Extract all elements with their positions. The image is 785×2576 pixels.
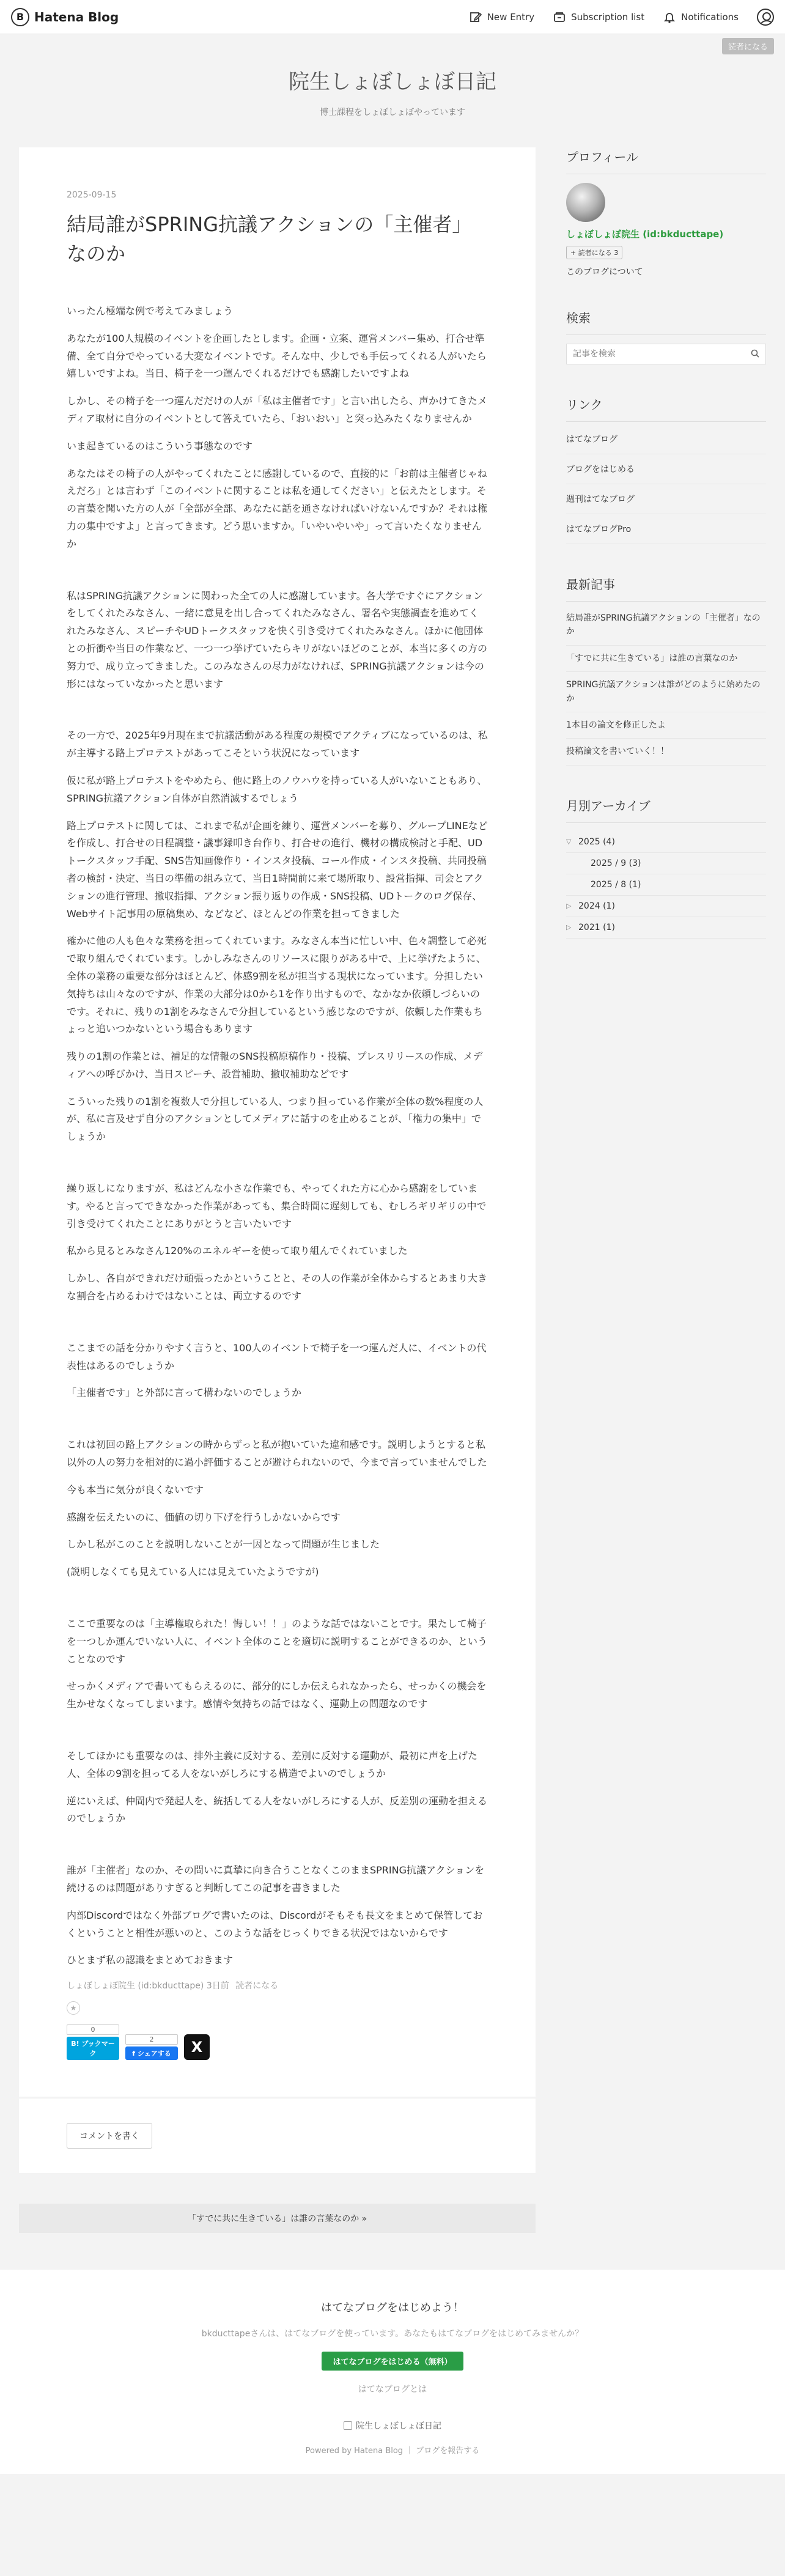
start-blog-button[interactable]: はてなブログをはじめる（無料）	[322, 2352, 463, 2371]
entry-paragraph: 繰り返しになりますが、私はどんな小さな作業でも、やってくれた方に心から感謝をしています。やると言ってできなかった作業があっても、集合時間に遅刻しても、むしろギリギリの中で引き受けてくれたことにありがとうと言いたいです	[67, 1183, 487, 1230]
recent-entry-item[interactable]: 結局誰がSPRING抗議アクションの「主催者」なのか	[566, 610, 766, 646]
profile-name-link[interactable]: しょぼしょぼ院生 (id:bkducttape)	[566, 229, 724, 240]
chevron-right-icon[interactable]: ▷	[566, 923, 572, 932]
blog-description: 博士課程をしょぼしょぼやっています	[320, 108, 465, 117]
entry-footer	[67, 1979, 488, 1991]
facebook-share-label: f シェアする	[125, 2046, 178, 2060]
links-title: リンク	[566, 395, 766, 422]
archive-month-2025-8[interactable]	[566, 874, 766, 896]
profile-avatar[interactable]	[566, 183, 605, 222]
archive-tree	[566, 832, 766, 939]
entry-paragraph: これは初回の路上アクションの時からずっと私が抱いていた違和感です。説明しようとすると私以外の人の努力を相対的に過小評価することが避けられないので、今まで言っていませんでした	[67, 1439, 487, 1469]
facebook-share-count: 2	[125, 2034, 178, 2045]
profile-title: プロフィール	[566, 147, 766, 174]
new-entry-label: New Entry	[487, 11, 535, 23]
entry-paragraph: (説明しなくても見えている人には見えていたようですが)	[67, 1566, 319, 1578]
hatena-logo-icon: B	[11, 8, 29, 26]
sidebar	[566, 147, 766, 969]
entry-paragraph: 路上プロテストに関しては、これまで私が企画を練り、運営メンバーを募り、グループLINEなどを作成し、打合せの日程調整・議事録叩き台作り、打合せの進行、機材の構成検討と手配、UDトークスタッフ手配、SNS告知画像作り・インスタ投稿、コール作成・インスタ投稿、共同投稿者の検討・決定、当日の準備の組み立て、当日1時間前に来て場所取り、設営指揮、司会とアクションの進行管理、撤収指揮、アクション振り返りの作成・SNS投稿、UDトークのログ保存、Webサイト記事用の原稿集め、などなど、ほとんどの作業を担ってきました	[67, 819, 488, 920]
share-buttons	[67, 2024, 488, 2060]
blog-title[interactable]: 院生しょぼしょぼ日記	[289, 70, 496, 94]
profile-reader-button[interactable]: + 読者になる 3	[566, 246, 622, 259]
paragraph-spacer	[67, 1156, 488, 1180]
archive-year-label: 2021 (1)	[578, 922, 615, 932]
entry-paragraph: ここで重要なのは「主導権取られた！悔しい！！」のような話ではないことです。果たして椅子を一つしか運んでいない人に、イベント全体のことを適切に説明することができるのか、ということなのです	[67, 1618, 488, 1665]
entry-paragraph: 残りの1割の作業とは、補足的な情報のSNS投稿原稿作り・投稿、プレスリリースの作成、メディアへの呼びかけ、当日スピーチ、設営補助、撤収補助などです	[67, 1050, 483, 1080]
hatena-blog-logo[interactable]	[11, 8, 119, 26]
archive-module	[566, 796, 766, 939]
entry-paragraph: あなたはその椅子の人がやってくれたことに感謝しているので、直接的に「お前は主催者じゃねえだろ」とは言わず「このイベントに関することは私を通してください」と伝えたとします。その言葉を聞いた方の人が「全部が全部、あなたに話を通さなければいけないんですか？それは権力の集中ですよ」と言ってきます。どう思いますか。「いやいやいや」って言いたくなりませんか	[67, 467, 488, 550]
links-module	[566, 395, 766, 544]
bell-icon	[663, 10, 676, 24]
x-share-button[interactable]	[184, 2034, 210, 2060]
footer-note: bkducttapeさんは、はてなブログを使っています。あなたもはてなブログをはじめてみませんか？	[201, 2329, 584, 2339]
entry-date[interactable]: 2025-09-15	[67, 190, 117, 200]
x-icon: X	[191, 2039, 203, 2056]
entry-paragraph: しかし、その椅子を一つ運んだだけの人が「私は主催者です」と言い出したら、声かけてきたメディア取材に自分のイベントとして答えていたら、「おいおい」と突っ込みたくなりませんか	[67, 395, 488, 424]
footer-blog-link[interactable]	[0, 2419, 785, 2432]
recent-entry-item[interactable]: SPRING抗議アクションは誰がどのように始めたのか	[566, 672, 766, 712]
paragraph-spacer	[67, 563, 488, 588]
link-item[interactable]: はてなブログPro	[566, 514, 766, 544]
entry-reader-link[interactable]: 読者になる	[235, 1981, 279, 1991]
entry-paragraph: いま起きているのはこういう事態なのです	[67, 440, 253, 452]
page-container	[19, 147, 766, 2233]
notifications-label: Notifications	[681, 11, 739, 23]
subscription-label: Subscription list	[571, 11, 645, 23]
paragraph-spacer	[67, 1412, 488, 1436]
archive-month-label: 2025 / 8 (1)	[591, 879, 641, 890]
footer-powered[interactable]: Powered by Hatena Blog ｜ ブログを報告する	[305, 2446, 480, 2456]
link-item[interactable]: ブログをはじめる	[566, 454, 766, 484]
footer-headline: はてなブログをはじめよう！	[321, 2301, 464, 2315]
archive-title: 月別アーカイブ	[566, 796, 766, 823]
entry-paragraph: そしてほかにも重要なのは、排外主義に反対する、差別に反対する運動が、最初に声を上げた人、全体の9割を担ってる人をないがしろにする構造でよいのでしょうか	[67, 1750, 478, 1779]
links-list	[566, 430, 766, 544]
facebook-share-button[interactable]	[125, 2034, 178, 2060]
entry-paragraph: 今も本当に気分が良くないです	[67, 1483, 204, 1496]
recent-entries-list	[566, 610, 766, 766]
entry-paragraph: 誰が「主催者」なのか、その問いに真摯に向き合うことなくこのままSPRING抗議アクションを続けるのは問題がありすぎると判断してこの記事を書きました	[67, 1864, 485, 1894]
entry-title[interactable]: 結局誰がSPRING抗議アクションの「主催者」なのか	[67, 213, 472, 265]
what-is-hatena-blog-link[interactable]: はてなブログとは	[358, 2385, 427, 2395]
entry-paragraph: 仮に私が路上プロテストをやめたら、他に路上のノウハウを持っている人がいないこともあり、SPRING抗議アクション自体が自然消滅するでしょう	[67, 774, 487, 804]
entry-paragraph: あなたが100人規模のイベントを企画したとします。企画・立案、運営メンバー集め、打合せ準備、全て自分でやっている大変なイベントです。そんな中、少しでも手伝ってくれる人がいたら嬉しいですよね。当日、椅子を一つ運んでくれるだけでも感謝したいですよね	[67, 332, 487, 380]
recent-title: 最新記事	[566, 575, 766, 602]
search-icon[interactable]	[751, 349, 759, 360]
link-item[interactable]: はてなブログ	[566, 430, 766, 454]
entry-paragraph: 逆にいえば、仲間内で発起人を、統括してる人をないがしろにする人が、反差別の運動を担えるのでしょうか	[67, 1795, 488, 1825]
entry-paragraph: その一方で、2025年9月現在まで抗議活動がある程度の規模でアクティブになっているのは、私が主導する路上プロテストがあってこそという状況になっています	[67, 729, 488, 759]
new-entry-link[interactable]	[469, 10, 534, 24]
entry-content	[67, 303, 488, 1969]
entry-time[interactable]: 3日前	[206, 1981, 229, 1991]
entry-paragraph: 私から見るとみなさん120%のエネルギーを使って取り組んでくれていました	[67, 1245, 408, 1257]
entry-paragraph: 「主催者です」と外部に言って構わないのでしょうか	[67, 1387, 302, 1399]
recent-entries-module	[566, 575, 766, 766]
logo-text: Hatena Blog	[34, 9, 119, 24]
blog-icon	[344, 2421, 352, 2430]
page-footer	[0, 2270, 785, 2474]
footer-blog-name: 院生しょぼしょぼ日記	[356, 2421, 441, 2432]
entry-paragraph: 感謝を伝えたいのに、価値の切り下げを行うしかないからです	[67, 1511, 341, 1523]
entry-paragraph: 内部Discordではなく外部ブログで書いたのは、Discordがそもそも長文をまとめて保管しておくということと相性が悪いのと、このような話をじっくりできる状況ではないからです	[67, 1909, 483, 1939]
archive-month-2025-9[interactable]	[566, 853, 766, 874]
profile-module	[566, 147, 766, 278]
main-column	[19, 147, 536, 2233]
chevron-down-icon[interactable]: ▽	[566, 838, 572, 846]
search-module	[566, 308, 766, 364]
archive-year-2025[interactable]	[566, 832, 766, 853]
search-box	[566, 344, 766, 364]
chevron-right-icon[interactable]: ▷	[566, 902, 572, 910]
entry-paragraph: しかし、各自ができれだけ頑張ったかということと、その人の作業が全体からするとあまり大きな割合を占めるわけではないことは、両立するのです	[67, 1272, 488, 1302]
entry-paragraph: ここまでの話を分かりやすく言うと、100人のイベントで椅子を一つ運んだ人に、イベントの代表性はあるのでしょうか	[67, 1342, 487, 1371]
hatena-bookmark-count: 0	[67, 2024, 119, 2035]
search-input[interactable]	[573, 349, 751, 359]
notifications-link[interactable]	[663, 10, 739, 24]
archive-month-label: 2025 / 9 (3)	[591, 858, 641, 868]
entry-paragraph: しかし私がこのことを説明しないことが一因となって問題が生じました	[67, 1538, 380, 1551]
archive-year-2021[interactable]	[566, 917, 766, 939]
reader-button-top[interactable]: 読者になる	[722, 38, 774, 54]
subscription-icon	[553, 10, 566, 24]
entry-author-link[interactable]: しょぼしょぼ院生 (id:bkducttape)	[67, 1981, 204, 1991]
entry-paragraph: こういった残りの1割を複数人で分担している人、つまり担っている作業が全体の数%程度の人が、私に言及せず自分のアクションとしてメディアに話すのを止めることが、「権力の集中」でしょうか	[67, 1095, 484, 1143]
entry-paragraph: せっかくメディアで書いてもらえるのに、部分的にしか伝えられなかったら、せっかくの機会を生かせなくなってしまいます。感情や気持ちの話ではなく、運動上の問題なのです	[67, 1680, 487, 1710]
link-item[interactable]: 週刊はてなブログ	[566, 484, 766, 514]
hatena-bookmark-label: B! ブックマーク	[67, 2037, 119, 2060]
paragraph-spacer	[67, 703, 488, 727]
pager-next-link[interactable]: 「すでに共に生きている」は誰の言葉なのか »	[19, 2204, 536, 2233]
archive-year-2024[interactable]	[566, 896, 766, 917]
entry-paragraph: 確かに他の人も色々な業務を担ってくれています。みなさん本当に忙しい中、色々調整して必死で取り組んでくれています。しかしみなさんのリソースに限りがある中で、上に挙げたように、全体の業務の重要な部分はほとんど、体感9割を私が担当する現状になっています。分担したい気持ちは山々なのですが、作業の大部分は0から1を作り出すもので、なかなか依頼しづらいのです。それに、残りの1割をみなさんで分担しているという感じなのですが、依頼した作業もちょっと追いつかないという場合もあります	[67, 935, 487, 1035]
global-header	[0, 0, 785, 34]
blog-header	[0, 34, 785, 147]
entry-paragraph: ひとまず私の認識をまとめておきます	[67, 1954, 234, 1966]
about-blog-link[interactable]: このブログについて	[566, 267, 643, 277]
user-avatar-icon[interactable]	[757, 9, 774, 26]
paragraph-spacer	[67, 1837, 488, 1862]
subscription-link[interactable]	[553, 10, 644, 24]
paragraph-spacer	[67, 1723, 488, 1747]
entry-paragraph: 私はSPRING抗議アクションに関わった全ての人に感謝しています。各大学ですぐにアクションをしてくれたみなさん、一緒に意見を出し合ってくれたみなさん、署名や実態調査を進めてくれたみなさん、スピーチやUDトークスタッフを快く引き受けてくれたみなさん。ほかに他団体との折衝や当日の作業など、一つ一つ挙げていたらキリがないほどのことが、本当に多くの方の努力で、成り立ってきました。このみなさんの尽力がなければ、SPRING抗議アクションは今の形にはなっていなかったと思います	[67, 589, 488, 690]
comment-section	[19, 2098, 536, 2173]
paragraph-spacer	[67, 1315, 488, 1340]
star-icon[interactable]: ★	[67, 2001, 80, 2015]
entry-article	[19, 147, 536, 2097]
recent-entry-item[interactable]: 「すでに共に生きている」は誰の言葉なのか	[566, 646, 766, 672]
paragraph-spacer	[67, 1591, 488, 1615]
recent-entry-item[interactable]: 投稿論文を書いていく！！	[566, 739, 766, 765]
search-title: 検索	[566, 308, 766, 335]
recent-entry-item[interactable]: 1本目の論文を修正したよ	[566, 712, 766, 739]
pencil-icon	[469, 10, 482, 24]
entry-paragraph: いったん極端な例で考えてみましょう	[67, 305, 234, 317]
archive-year-label: 2024 (1)	[578, 901, 615, 911]
write-comment-button[interactable]: コメントを書く	[67, 2123, 152, 2149]
archive-year-label: 2025 (4)	[578, 836, 615, 847]
hatena-bookmark-button[interactable]	[67, 2024, 119, 2060]
